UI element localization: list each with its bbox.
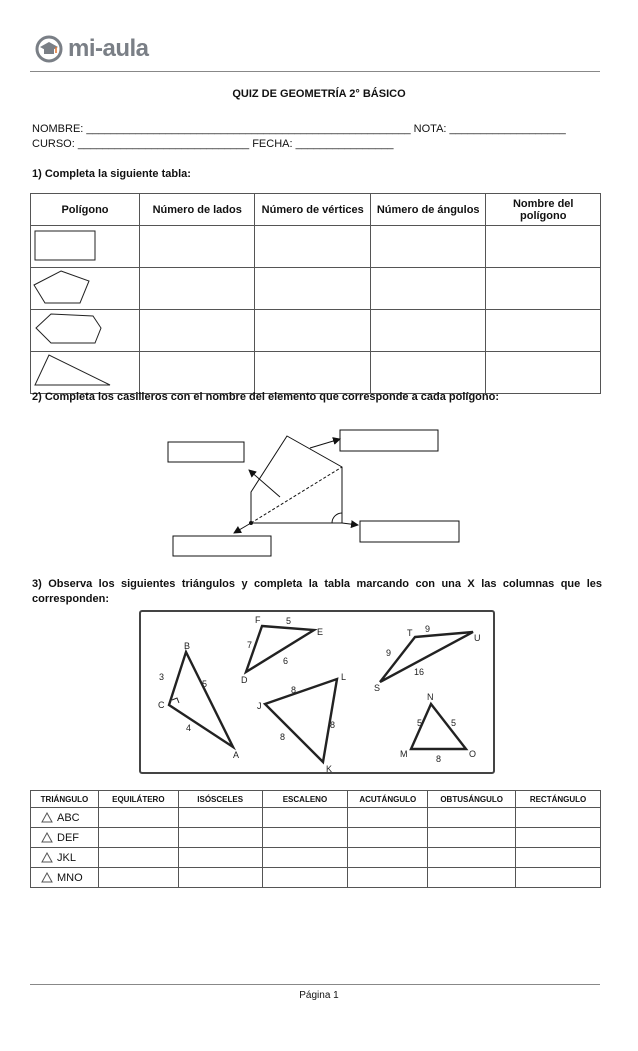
check-cell[interactable]: [516, 848, 601, 868]
answer-cell[interactable]: [486, 268, 601, 310]
polygon-elements-diagram: [160, 422, 470, 562]
answer-cell[interactable]: [255, 352, 370, 394]
table-row: [31, 868, 601, 888]
triangle-icon: [41, 852, 53, 863]
column-header: Número de ángulos: [370, 194, 485, 226]
name-grade-field[interactable]: NOMBRE: _____________________________________________________ NOTA: ___________________: [32, 123, 566, 135]
table-row: [31, 268, 601, 310]
vertex-label: M: [400, 749, 408, 759]
answer-cell[interactable]: [370, 226, 485, 268]
check-cell[interactable]: [516, 808, 601, 828]
side-label: 6: [283, 656, 289, 666]
check-cell[interactable]: [98, 828, 178, 848]
check-cell[interactable]: [98, 808, 178, 828]
check-cell[interactable]: [178, 868, 262, 888]
column-header: OBTUSÁNGULO: [428, 791, 516, 808]
column-header: ISÓSCELES: [178, 791, 262, 808]
page-title: QUIZ DE GEOMETRÍA 2° BÁSICO: [232, 88, 406, 100]
vertex-label: E: [317, 627, 324, 637]
footer-divider: [30, 984, 600, 985]
answer-cell[interactable]: [140, 226, 255, 268]
hexagon-icon: [31, 310, 139, 348]
check-cell[interactable]: [348, 868, 428, 888]
triangle-icon: [41, 832, 53, 843]
check-cell[interactable]: [178, 808, 262, 828]
side-label: 8: [330, 720, 336, 730]
classification-header: [31, 791, 601, 808]
triangle-abc: [169, 652, 233, 747]
check-cell[interactable]: [262, 808, 348, 828]
check-cell[interactable]: [98, 848, 178, 868]
column-header: EQUILÁTERO: [98, 791, 178, 808]
side-label: 4: [186, 723, 192, 733]
shape-cell: [31, 352, 140, 394]
arrow: [234, 523, 251, 533]
vertex-label: D: [241, 675, 248, 685]
answer-cell[interactable]: [255, 268, 370, 310]
triangle-icon: [31, 352, 139, 390]
triangles-panel: [139, 610, 495, 774]
table-row: [31, 848, 601, 868]
logo: [34, 34, 149, 64]
arrow: [310, 439, 340, 448]
check-cell[interactable]: [348, 848, 428, 868]
check-cell[interactable]: [428, 868, 516, 888]
answer-cell[interactable]: [140, 268, 255, 310]
triangle-stu: [380, 632, 473, 682]
check-cell[interactable]: [178, 828, 262, 848]
page-number: Página 1: [299, 990, 339, 1001]
pentagon-icon: [31, 268, 139, 306]
triangle-icon: [41, 812, 53, 823]
triangle-name-cell: [31, 828, 99, 848]
triangle-name: DEF: [57, 831, 79, 844]
side-label: 5: [286, 616, 292, 626]
vertex-label: F: [255, 615, 261, 625]
course-date-field[interactable]: CURSO: ____________________________ FECHA: ________________: [32, 138, 394, 150]
table-row: [31, 226, 601, 268]
answer-cell[interactable]: [140, 310, 255, 352]
answer-box[interactable]: [340, 430, 438, 451]
answer-box[interactable]: [360, 521, 459, 542]
vertex-label: O: [469, 749, 477, 759]
right-angle-mark: [172, 698, 179, 703]
check-cell[interactable]: [348, 828, 428, 848]
triangle-name-cell: [31, 868, 99, 888]
table-row: [31, 352, 601, 394]
vertex-label: B: [184, 641, 191, 651]
side-label: 8: [280, 732, 286, 742]
question-2-heading: 2) Completa los casilleros con el nombre del elemento que corresponde a cada polígono:: [32, 391, 499, 403]
side-label: 5: [202, 679, 208, 689]
vertex-label: A: [233, 750, 240, 760]
logo-text: mi-aula: [68, 35, 149, 62]
side-label: 16: [414, 667, 425, 677]
check-cell[interactable]: [348, 808, 428, 828]
column-header: ACUTÁNGULO: [348, 791, 428, 808]
answer-cell[interactable]: [255, 226, 370, 268]
arrow: [249, 470, 280, 497]
column-header: RECTÁNGULO: [516, 791, 601, 808]
answer-cell[interactable]: [140, 352, 255, 394]
arrow: [342, 523, 358, 525]
side-label: 9: [425, 624, 431, 634]
answer-cell[interactable]: [486, 352, 601, 394]
triangle-name-cell: [31, 808, 99, 828]
side-label: 7: [247, 640, 253, 650]
triangle-name: MNO: [57, 871, 83, 884]
check-cell[interactable]: [516, 868, 601, 888]
check-cell[interactable]: [178, 848, 262, 868]
check-cell[interactable]: [98, 868, 178, 888]
side-label: 8: [436, 754, 442, 764]
vertex-label: J: [257, 701, 262, 711]
column-header: TRIÁNGULO: [31, 791, 99, 808]
column-header: ESCALENO: [262, 791, 348, 808]
polygon-table-header: [31, 194, 601, 226]
diagonal-line: [251, 467, 342, 523]
side-label: 3: [159, 672, 165, 682]
check-cell[interactable]: [428, 848, 516, 868]
column-header: Número de vértices: [255, 194, 370, 226]
polygon-table: [30, 193, 601, 394]
column-header: Polígono: [31, 194, 140, 226]
table-row: [31, 310, 601, 352]
vertex-label: C: [158, 700, 165, 710]
pentagon-shape: [251, 436, 342, 523]
answer-cell[interactable]: [255, 310, 370, 352]
side-label: 5: [417, 718, 423, 728]
vertex-label: K: [326, 764, 333, 772]
rectangle-icon: [31, 226, 139, 264]
side-label: 8: [291, 685, 297, 695]
answer-box[interactable]: [168, 442, 244, 462]
triangle-icon: [41, 872, 53, 883]
answer-cell[interactable]: [370, 268, 485, 310]
triangle-jkl: [265, 679, 337, 762]
shape-cell: [31, 268, 140, 310]
page-header: [30, 34, 600, 72]
vertex-label: T: [407, 628, 413, 638]
table-row: [31, 828, 601, 848]
column-header: Número de lados: [140, 194, 255, 226]
shape-cell: [31, 226, 140, 268]
check-cell[interactable]: [262, 828, 348, 848]
shape-cell: [31, 310, 140, 352]
answer-cell[interactable]: [370, 310, 485, 352]
check-cell[interactable]: [262, 868, 348, 888]
vertex-label: S: [374, 683, 381, 693]
graduation-cap-icon: [34, 34, 64, 64]
side-label: 5: [451, 718, 457, 728]
answer-cell[interactable]: [370, 352, 485, 394]
answer-cell[interactable]: [486, 226, 601, 268]
side-label: 9: [386, 648, 392, 658]
triangle-name: JKL: [57, 851, 76, 864]
answer-cell[interactable]: [486, 310, 601, 352]
vertex-label: U: [474, 633, 481, 643]
check-cell[interactable]: [516, 828, 601, 848]
question-3-heading: 3) Observa los siguientes triángulos y completa la tabla marcando con una X las columnas que les corresponden:: [32, 578, 602, 605]
answer-box[interactable]: [173, 536, 271, 556]
triangle-classification-table: [30, 790, 601, 888]
question-1-heading: 1) Completa la siguiente tabla:: [32, 168, 191, 180]
column-header: Nombre del polígono: [486, 194, 601, 226]
check-cell[interactable]: [428, 808, 516, 828]
triangle-def: [246, 626, 314, 672]
triangle-name: ABC: [57, 811, 80, 824]
table-row: [31, 808, 601, 828]
check-cell[interactable]: [262, 848, 348, 868]
triangle-name-cell: [31, 848, 99, 868]
check-cell[interactable]: [428, 828, 516, 848]
vertex-label: N: [427, 692, 434, 702]
angle-arc: [332, 513, 342, 523]
vertex-label: L: [341, 672, 347, 682]
